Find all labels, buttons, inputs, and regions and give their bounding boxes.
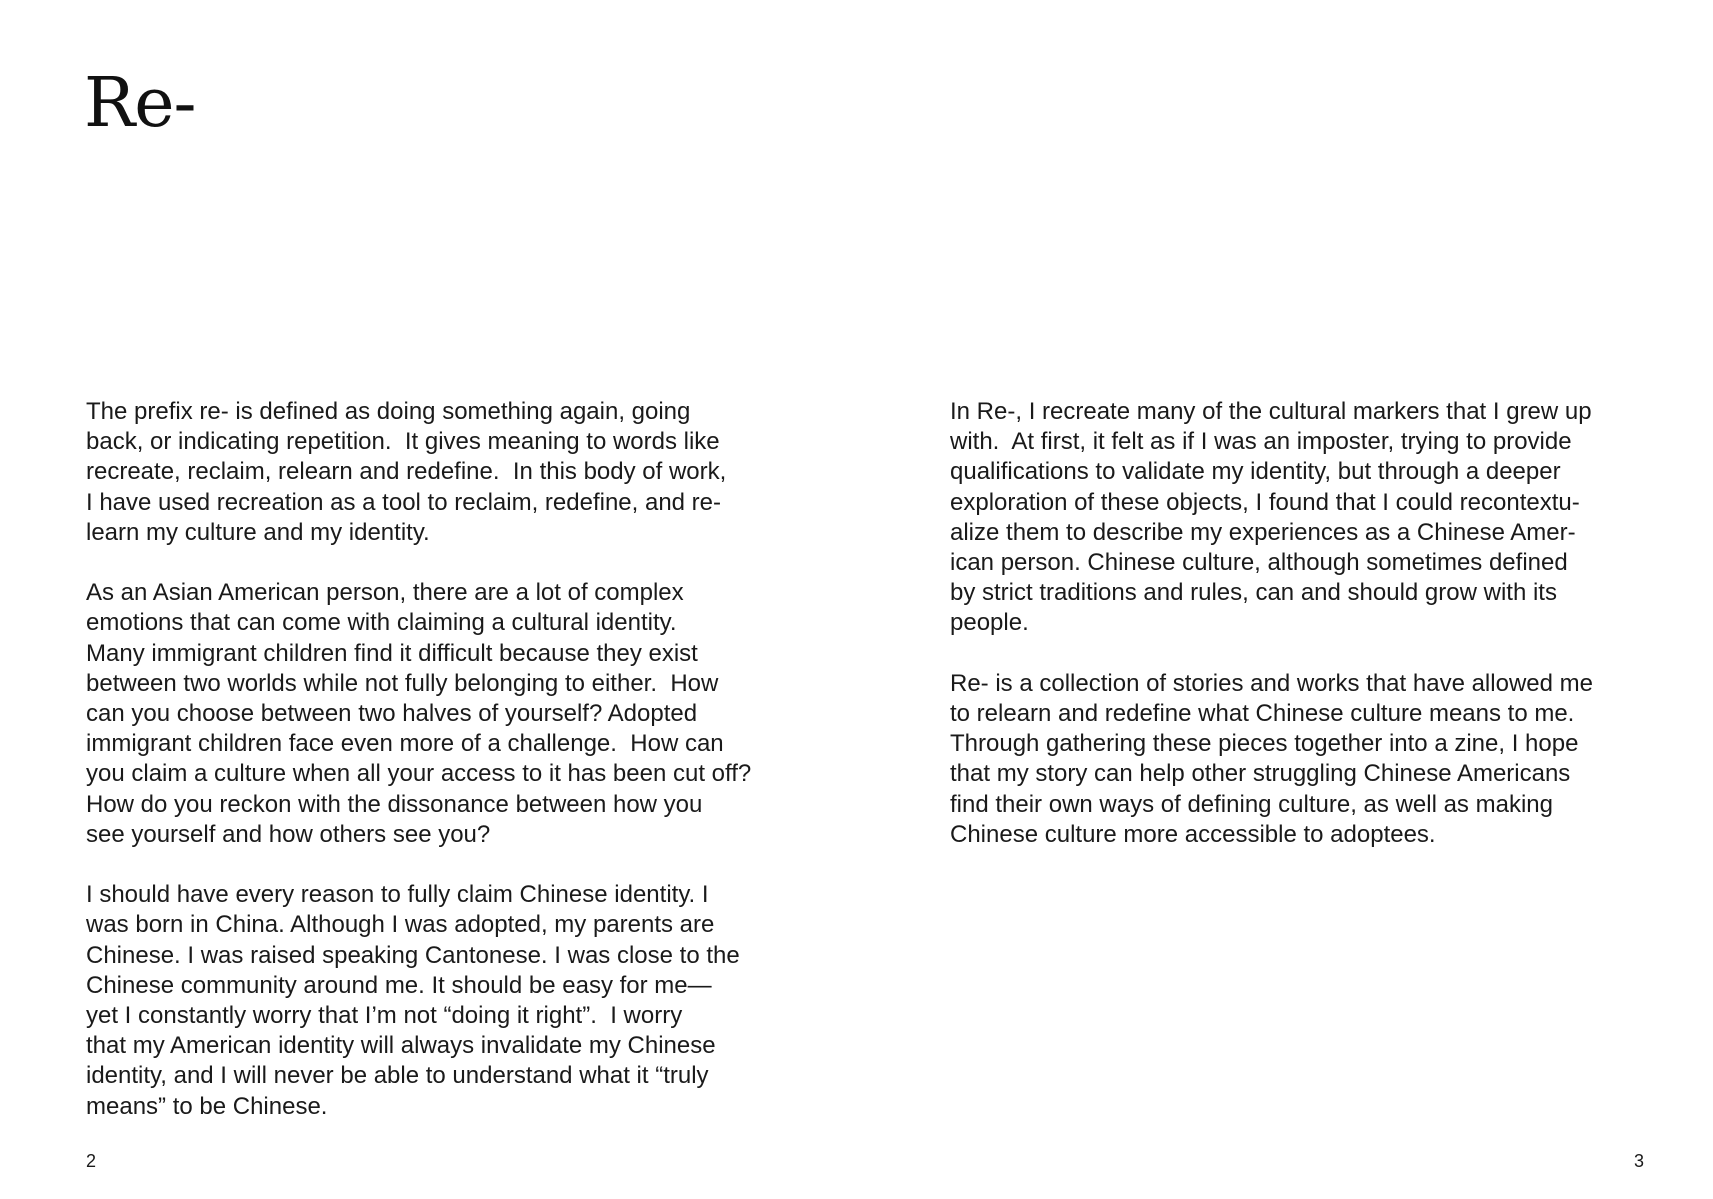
text-line: that my story can help other struggling Chinese Americans (950, 760, 1571, 788)
page-title: Re- (84, 64, 196, 143)
text-line: by strict traditions and rules, can and should grow with its (950, 579, 1557, 607)
text-line: means” to be Chinese. (86, 1092, 328, 1120)
text-line: exploration of these objects, I found that I could recontextu- (950, 488, 1580, 516)
text-line: with. At first, it felt as if I was an imposter, trying to provide (950, 428, 1572, 456)
text-line: find their own ways of defining culture, as well as making (950, 790, 1553, 818)
text-line: Chinese culture more accessible to adoptees. (950, 820, 1436, 848)
page-number-right: 3 (1634, 1151, 1645, 1171)
text-line: learn my culture and my identity. (86, 518, 430, 546)
text-line: I should have every reason to fully claim Chinese identity. I (86, 881, 709, 909)
text-line: identity, and I will never be able to understand what it “truly (86, 1062, 709, 1090)
identity-paragraph (86, 578, 786, 850)
text-line: can you choose between two halves of yourself? Adopted (86, 700, 698, 728)
text-line: to relearn and redefine what Chinese culture means to me. (950, 700, 1575, 728)
intro-paragraph (86, 397, 786, 548)
text-line: recreate, reclaim, relearn and redefine. In this body of work, (86, 458, 727, 486)
text-line: between two worlds while not fully belonging to either. How (86, 669, 719, 697)
text-line: ican person. Chinese culture, although sometimes defined (950, 549, 1568, 577)
right-page-body (950, 397, 1650, 850)
personal-paragraph (86, 880, 786, 1122)
text-line: you claim a culture when all your access to it has been cut off? (86, 760, 752, 788)
text-line: qualifications to validate my identity, but through a deeper (950, 458, 1561, 486)
recreation-paragraph (950, 397, 1650, 639)
text-line: was born in China. Although I was adopted, my parents are (86, 911, 715, 939)
left-page-body (86, 397, 786, 1122)
text-line: that my American identity will always invalidate my Chinese (86, 1032, 716, 1060)
text-line: Re- is a collection of stories and works that have allowed me (950, 669, 1593, 697)
text-line: emotions that can come with claiming a cultural identity. (86, 609, 677, 637)
text-line: back, or indicating repetition. It gives meaning to words like (86, 428, 720, 456)
text-line: In Re-, I recreate many of the cultural markers that I grew up (950, 398, 1592, 425)
text-line: As an Asian American person, there are a lot of complex (86, 579, 684, 607)
page-number-left: 2 (86, 1151, 97, 1171)
text-line: I have used recreation as a tool to reclaim, redefine, and re- (86, 488, 722, 516)
text-line: How do you reckon with the dissonance between how you (86, 790, 703, 818)
text-line: Through gathering these pieces together into a zine, I hope (950, 730, 1579, 758)
text-line: yet I constantly worry that I’m not “doing it right”. I worry (86, 1002, 683, 1030)
text-line: The prefix re- is defined as doing something again, going (86, 398, 691, 425)
text-line: alize them to describe my experiences as a Chinese Amer- (950, 518, 1576, 546)
text-line: see yourself and how others see you? (86, 820, 491, 848)
text-line: Chinese community around me. It should be easy for me— (86, 971, 712, 999)
collection-paragraph (950, 669, 1650, 850)
text-line: Chinese. I was raised speaking Cantonese. I was close to the (86, 941, 740, 969)
text-line: people. (950, 609, 1029, 637)
text-line: Many immigrant children find it difficult because they exist (86, 639, 698, 667)
text-line: immigrant children face even more of a challenge. How can (86, 730, 724, 758)
